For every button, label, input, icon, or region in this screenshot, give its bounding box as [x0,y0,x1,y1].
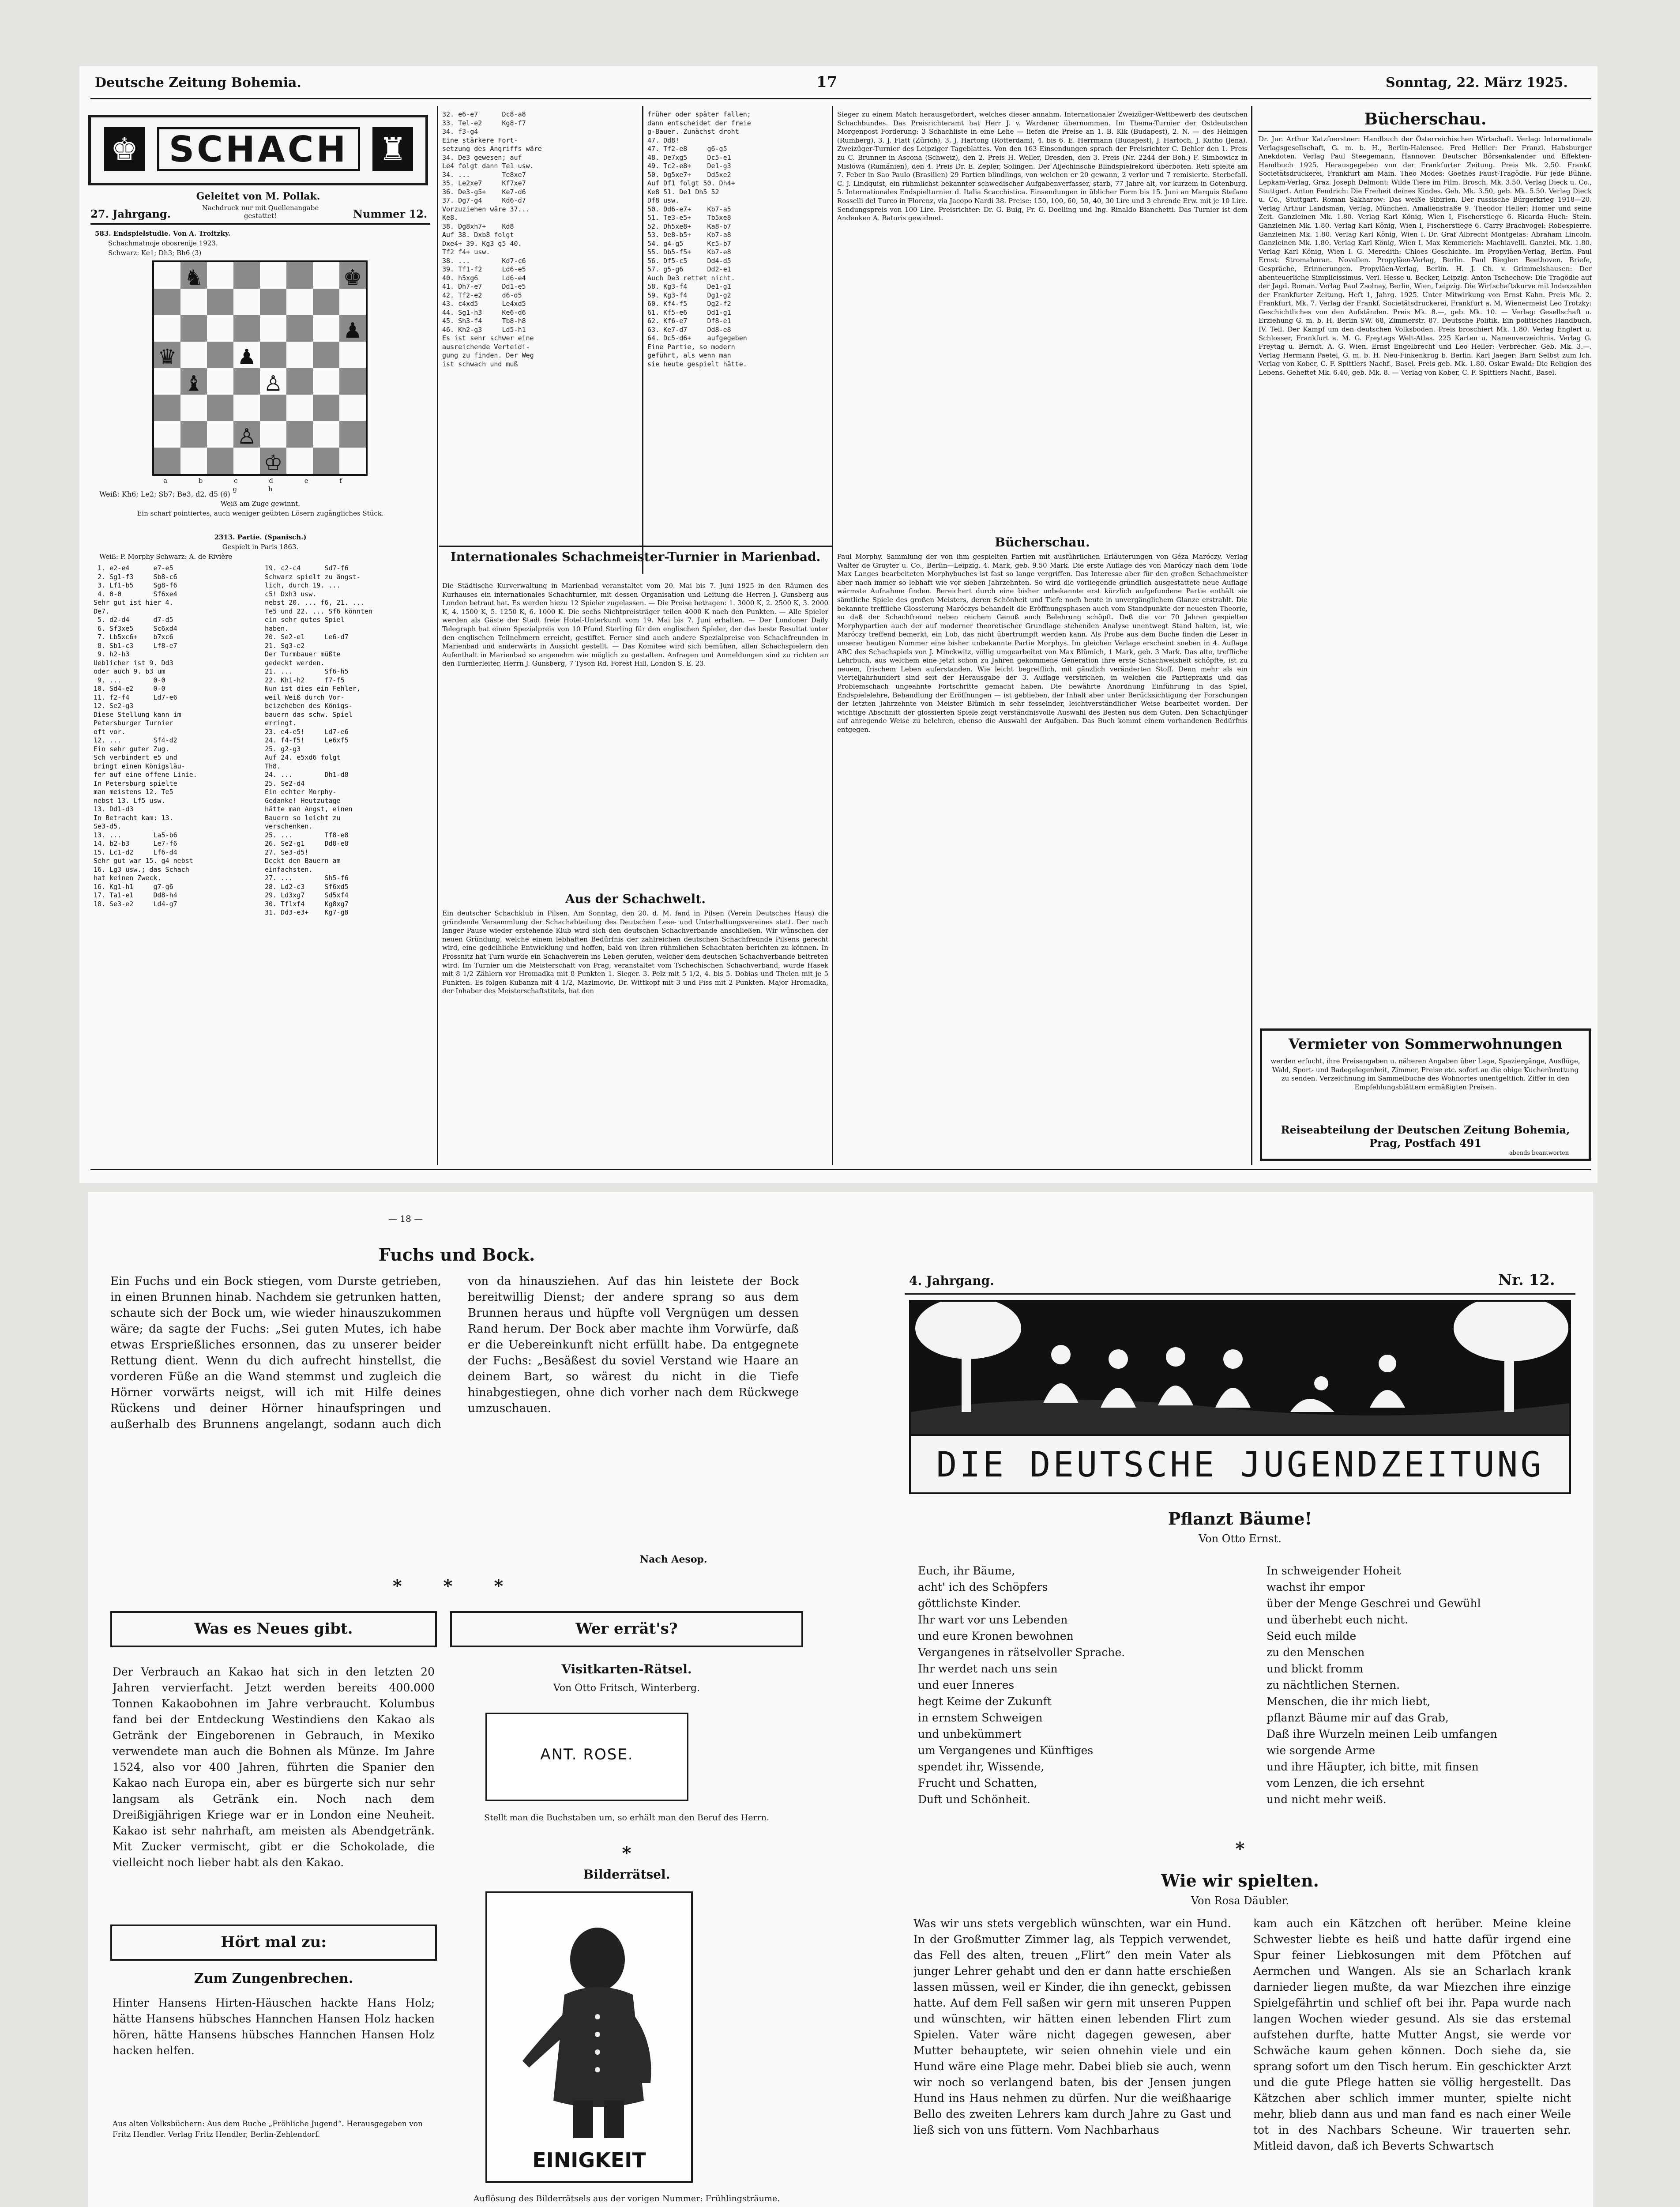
header-date: Sonntag, 22. März 1925. [1386,75,1568,90]
book-review-title: Bücherschau. [1364,110,1487,128]
visiting-card-name: ANT. ROSE. [540,1746,634,1763]
news-text: Der Verbrauch an Kakao hat sich in den letzten 20 Jahren vervierfacht. Jetzt werden bereits 400.000 Tonnen Kakaobohnen im Jahre verbraucht. Kolumbus fand bei der Entdeckung Westindiens den Kakao als Getränk der Eingeborenen in Gebrauch, in Mexiko verwendete man auch die Bohnen als Münze. Im Jahre 1524, also vor 400 Jahren, führten die Spanier den Kakao nach Europa ein, aber es bürgerte sich nur sehr langsam als Getränk ein. Noch nach dem Dreißigjährigen Kriege war er in London eine Neuheit. Kakao ist sehr nahrhaft, am meisten als Abendgetränk. Mit Zucker vermischt, gibt er die Schokolade, die vielleicht noch lieber habt als den Kakao. [113,1665,435,1869]
picture-riddle-image [487,1893,691,2140]
chess-king-icon: ♚ [104,127,145,171]
tongue-twister-source: Aus alten Volksbüchern: Aus dem Buche „Fröhliche Jugend“. Herausgegeben von Fritz Hendler. Verlag Fritz Hendler, Berlin-Zehlendorf. [113,2120,423,2139]
listen-title-box [110,1925,437,1961]
poem-title: Pflanzt Bäume! [1168,1509,1312,1529]
tongue-twister-title: Zum Zungenbrechen. [194,1971,353,1986]
chess-rook-icon: ♜ [372,127,413,171]
jz-volume: 4. Jahrgang. [909,1273,994,1288]
chess-board-grid [154,262,366,474]
board-file-labels: a b c d e f g h [163,477,357,493]
game-moves-column-4: früher oder später fallen; dann entscheidet der freie g-Bauer. Zunächst droht 47. Dd8! 47. Tf2-e8 g6-g5 48. De7xg5 Dc5-e1 49. Tc2-e8+ De1-g3 50. Dg5xe7+ Dd5xe2 Auf Df1 folgt 50. Dh4+ Ke8 51. De1 Dh5 52 Df8 usw. 50. Dd6-e7+ Kb7-a5 51. Te3-e5+ Tb5xe8 52. Dh5xe8+ Ka8-b7 53. De8-b5+ Kb7-a8 54. g4-g5 Kc5-b7 55. Db5-f5+ Kb7-e8 56. Df5-c5 Dd4-d5 57. g5-g6 Dd2-e1 Auch De3 rettet nicht. 58. Kg3-f4 De1-g1 59. Kg3-f4 Dg1-g2 60. Kf4-f5 Dg2-f2 61. Kf5-e6 Dd1-g1 62. Kf6-e7 Df8-e1 63. Ke7-d7 Dd8-e8 64. Dc5-d6+ aufgegeben Eine Partie, so modern geführt, als wenn man sie heute gespielt hätte. [647,110,751,368]
separator-star: * [622,1843,631,1864]
problem-source: Schachmatnoje obosrenije 1923. [108,239,218,247]
section-stars: * * * [392,1576,521,1597]
chess-board [152,260,368,476]
chess-editor: Geleitet von M. Pollak. [196,191,320,202]
tongue-twister-text: Hinter Hansens Hirten-Häuschen hackte Hans Holz; hätte Hansens hübsches Hannchen Hansen Holz hacken hören, hätte Hansens hübsches Hannchen Hansen Holz hacken helfen. [113,1996,435,2057]
picture-riddle-frame [485,1891,693,2183]
jz-banner-title: DIE DEUTSCHE JUGENDZEITUNG [911,1434,1569,1494]
book-review-text: Dr. Jur. Arthur Katzfoerstner: Handbuch der Österreichischen Wirtschaft. Verlag: Internationale Verlagsgesellschaft, G. m. b. H., Berlin-Halensee. Fred Hellier: Der Franzl. Habsburger Anekdoten. Verlag Paul Steegemann, Hannover. Deutscher Börsenkalender und Effekten-Handbuch 1925. Herausgegeben von der Frankfurter Zeitung. Preis Mk. 2.50. Frankf. Societätsdruckerei, Frankfurt am Main. Theo Modes: Goethes Faust-Tragödie. Für jede Bühne. Lepkam-Verlag, Graz. Joseph Delmont: Wilde Tiere im Film. Brosch. Mk. 3.50. Verlag Dieck u. Co., Stuttgart. Anton Fendrich: Die Freiheit deines Kindes. Geh. Mk. 3.50, geb. Mk. 5.50. Verlag Dieck u. Co., Stuttgart. Roman Sakharow: Das weiße Sibirien. Der russische Bürgerkrieg 1918—20. Verlag Arthur Landsman, Verlag, München. Amalienstraße 9. Theodor Heller: Homer und seine Zeit. Ganzleinen Mk. 1.80. Verlag Karl König, Wien I, Fischerstiege 6. Ricarda Huch: Stein. Ganzleinen Mk. 1.80. Verlag Karl König, Wien I, Fischerstiege 6. Carry Brachvogel: Robespierre. Ganzleinen Mk. 1.80. Verlag Karl König, Wien I. Dr. Graf Albrecht Montgelas: Abraham Lincoln. Ganzleinen Mk. 1.80. Verlag Karl König, Wien I. Max Kemmerich: Machiavelli. Ganzlei. Mk. 1.80. Verlag Karl König, Wien I. G. Meredith: Chloes Geschichte. Im Propyläen-Verlag, Berlin. Paul Ernst: Stromaburan. Novellen. Propyläen-Verlag, Berlin. Paul Biegler: Beethoven. Briefe, Gespräche, Erinnerungen. Propyläen-Verlag, Berlin. H. J. Ch. v. Grimmelshausen: Der abenteuerliche Simplicissimus. Verl. Hesse u. Becker, Leipzig. Anton Tschechow: Die Tragödie auf der Jagd. Roman. Verlag Paul Zsolnay, Berlin, Wien, Leipzig. Die Wirtschaftskurve mit Indexzahlen der Frankfurter Zeitung. Heft 1, Jahrg. 1925. Unter Mitwirkung von Ernst Kahn. Preis Mk. 2. Frankfurt, Mk. 7. Verlag der Frankf. Societätsdruckerei, Frankfurt a. M. Wienermeist Leo Trotzky: Geschichtliches von den Aufständen. Preis Mk. 8.—, geb. Mk. 10. — Verlag: Gesellschaft u. Erziehung G. m. b. H. Berlin SW. 68, Zimmerstr. 87. Deutsche Politik. Ein politisches Handbuch. IV. Teil. Der Kampf um den deutschen Volksboden. Preis broschiert Mk. 1.80. Verlag Englert u. Schlosser, Frankfurt a. M. G. Freytags Welt-Atlas. 225 Karten u. Namenverzeichnis. Verlag G. Freytag u. Berndt. A. G. Wien. Ernst Engelbrecht und Leo Heller: Verbrecher. Geb. Mk. 3.—. Verlag Hermann Paetel, G. m. b. H. Neu-Finkenkrug b. Berlin. Karl Jaeger: Barn Selbst zum Ich. Verlag von Kober, C. F. Spittlers Nachf., Basel. Preis geb. Mk. 1.80. Oskar Ewald: Die Religion des Lebens. Geheftet Mk. 6.40, geb. Mk. 8. — Verlag von Kober, C. F. Spittlers Nachf., Basel. [1259,135,1592,377]
poem-stanza-left: Euch, ihr Bäume, acht' ich des Schöpfers göttlichste Kinder. Ihr wart vor uns Lebenden und eure Kronen bewohnen Vergangenes in rätselvoller Sprache. Ihr werdet nach uns sein und euer Inneres hegt Keime der Zukunft in ernstem Schweigen und unbekümmert um Vergangenes und Künftiges spendet ihr, Wissende, Frucht und Schatten, Duft und Schönheit. [918,1564,1125,1806]
header-rule [90,98,1591,99]
picture-riddle-word: EINIGKEIT [532,2148,646,2172]
ad-title: Vermieter von Sommerwohnungen [1288,1036,1563,1052]
problem-black-pieces: Schwarz: Ke1; Dh3; Bh6 (3) [108,249,202,257]
listen-title: Hört mal zu: [221,1933,327,1951]
story-column-right: kam auch ein Kätzchen oft herüber. Meine kleine Schwester liebte es heiß und hatte dafür irgend eine Spur feiner Liebkosungen mit dem Pfötchen auf Aermchen und Wangen. Als sie an Scharlach krank darnieder liegen mußte, da war Miezchen ihre einzige Spielgefährtin und schlief oft bei ihr. Papa wurde nach langen Wochen wieder gesund. Als sie das erstemal aufstehen durfte, hatte Mutter Angst, sie werde vor Schwäche kaum gehen können. Doch siehe da, sie sprang sofort um den Tisch herum. Ein geschickter Arzt und die gute Pflege hatten sie völlig hergestellt. Das Kätzchen aber schlich immer munter, spielte nicht mehr, blieb dann aus und man fand es nach einer Weile tot in des Nachbars Scheune. Wir trauerten sehr. Mitleid davon, daß ich Beverts Schwartsch [1253,1917,1571,2152]
story-title: Wie wir spielten. [1161,1871,1319,1891]
column-rule [1251,106,1252,1165]
tournament-text: Die Städtische Kurverwaltung in Marienbad veranstaltet vom 20. Mai bis 7. Juni 1925 in den Räumen des Kurhauses ein internationales Schachturnier, mit dessen Organisation und Leitung die Herren J. Gunsberg aus London betraut hat. Es werden hiezu 12 Spieler zugelassen. — Die Preise betragen: 1. 3000 K, 2. 2500 K, 3. 2000 K, 4. 1500 K, 5. 1250 K, 6. 1000 K. Die sechs Nichtpreisträger teilen 4000 K nach den Punkten. — Alle Spieler werden als Gäste der Stadt freie Hotel-Unterkunft vom 19. Mai bis 7. Juni erhalten. — Der Londoner Daily Telegraph hat einen Spezialpreis von 10 Pfund Sterling für den englischen Spieler, der das beste Resultat unter den englischen Teilnehmern erreicht, gestiftet. Ferner sind auch andere Spezialpreise von Schachfreunden in Marienbad und anderwärts in Aussicht gestellt. — Das Komitee wird sich bemühen, allen Schachspielern den Aufenthalt in Marienbad so angenehm wie möglich zu gestalten. Anfragen und Anmeldungen sind zu richten an den Turnierleiter, Herrn J. Gunsberg, 7 Tyson Rd. Forest Hill, London S. E. 23. [442,582,828,668]
problem-heading: 583. Endspielstudie. Von A. Troitzky. [95,230,231,237]
story-author: Von Rosa Däubler. [1191,1894,1289,1907]
svg-text:♛ [158,345,177,369]
chess-number: Nummer 12. [353,207,428,220]
svg-text:♔ [263,451,282,474]
jz-rule [905,1293,1575,1295]
jz-banner-illustration [911,1302,1569,1434]
fable-author: Nach Aesop. [640,1554,707,1565]
chess-news-text: Sieger zu einem Match herausgefordert, welches dieser annahm. Internationaler Zweizüger-Wettbewerb des deutschen Schachbundes. Das Preisrichteramt hat Herr J. v. Wardener übernommen. Im Thema-Turnier der Ostdeutschen Morgenpost Forderung: 3 Schachliste in eine Lehe — liefen die Preise an 1. B. Kik (Budapest), 2. N. — des Heinigen (Rumberg), 3. J. Flatt (Zürich), 3. J. Hartong (Rotterdam), 4. bis 6. E. Herrmann (Budapest), J. Hartoch, J. Kutho (Jena). Zweizüger-Turnier des Leipziger Tageblattes. Von den 163 Einsendungen sprach der Preisrichter C. Dehler den 1. Preis zu C. Brunner in Ascona (Schweiz), den 2. Preis H. Weller, Dresden, den 3. Preis (Nr. 2244 der Boh.) F. Simbowicz in Mislowa (Rumänien), den 4. Preis Dr. E. Zepler, Solingen. Der Aljechinsche Blindspielrekord überboten. Reti spielte am 7. Feber in Sao Paulo (Brasilien) 29 Partien blindlings, von welchen er 20 gewann, 2 verlor und 7 remisierte. Sterbefall. C. J. Lindquist, ein rühmlichst bekannter schwedischer Aufgabenverfasser, starb, 77 Jahre alt, vor kurzem in Gotenburg. 5. Internationales Endspielturnier d. Italia Scacchistica. Einsendungen in üblicher Form bis 15. Juni an Marquis Stefano Rosselli del Turco in Florenz, via Jacopo Nardi 38. Preise: 150, 100, 60, 50, 40, 30 Lire und 3 ehrende Erw. mit je 10 Lire. Sendungspreis von 100 Lire. Preisrichter: Dr. G. Buig, Fr. G. Doelling und Ing. Rinaldo Bianchetti. Das Turnier ist dem Andenken A. Batoris gewidmet. [837,110,1248,222]
problem-task: Weiß am Zuge gewinnt. [220,500,301,508]
summer-rentals-ad [1260,1028,1591,1161]
chess-world-text: Ein deutscher Schachklub in Pilsen. Am Sonntag, den 20. d. M. fand in Pilsen (Verein Deutsches Haus) die gründende Versammlung der Schachabteilung des Deutschen Lese- und Unterhaltungsvereines statt. Der nach langer Pause wieder erstehende Klub wird sich den deutschen Schachverbande anschließen. Wir wünschen der neuen Gründung, welche einem lebhaften Bedürfnis der zahlreichen deutschen Schachfreunde Pilsens gerecht wird, eine gedeihliche Entwicklung und hoffen, bald von ihren rühmlichen Schachtaten berichten zu können. In Prossnitz hat Turn wurde ein Schachverein ins Leben gerufen, welcher dem deutschen Schachverbande beitreten wird. Im Turnier um die Meisterschaft von Prag, veranstaltet vom Tschechischen Schachverband, wurde Hasek mit 8 1/2 Zählern vor Hromadka mit 8 Punkten 1. Sieger. 3. Pelz mit 5 1/2, 4. bis 5. Dobias und Thelen mit je 5 Punkten. Es folgen Kubanza mit 4 1/2, Mazimovic, Dr. Wittkopf mit 3 und Fiss mit 2 Punkten. Major Hromadka, der Inhaber des Meisterschaftstitels, hat den [442,909,828,995]
story-column-left: Was wir uns stets vergeblich wünschten, war ein Hund. In der Großmutter Zimmer lag, als Teppich verwendet, das Fell des alten, treuen „Flirt“ den mein Vater als junger Lehrer gehabt und den er dann hatte erschießen lassen müssen, weil er Kinder, die ihn geneckt, gebissen hatte. Auf dem Fell saßen wir gern mit unseren Puppen und wünschten, wir hätten einen lebenden Flirt zum Spielen. Vater wäre nicht dagegen gewesen, aber Mutter behauptete, wir seien ohnehin viele und ein Hund wäre eine Plage mehr. Dabei blieb sie auch, wenn wir noch so verlangend baten, bis der Jensen jungen Hund ins Haus nehmen zu dürfen. Nur die weißhaarige Bello des zweiten Lehrers kam durch Jahre zu Gast und ließ sich von uns füttern. Vom Nachbarhaus [913,1917,1231,2136]
riddle-title: Wer errät's? [575,1620,678,1638]
news-title: Was es Neues gibt. [194,1620,353,1638]
game-moves-column-3: 32. e6-e7 Dc8-a8 33. Tel-e2 Kg8-f7 34. f3-g4 Eine stärkere Fort- setzung des Angriffs wäre 34. De3 gewesen; auf Le4 folgt dann Te1 usw. 34. ... Te8xe7 35. Le2xe7 Kf7xe7 36. De3-g5+ Ke7-d6 37. Dg7-g4 Kd6-d7 Vorzuziehen wäre 37... Ke8. 38. Dg8xh7+ Kd8 Auf 38. Dxb8 folgt Dxe4+ 39. Kg3 g5 40. Tf2 f4+ usw. 38. ... Kd7-c6 39. Tf1-f2 Ld6-e5 40. h5xg6 Ld6-e4 41. Dh7-e7 Dd1-e5 42. Tf2-e2 d6-d5 43. c4xd5 Le4xd5 44. Sg1-h3 Ke6-d6 45. Sh3-f4 Tb8-h8 46. Kh2-g3 Ld5-h1 Es ist sehr schwer eine ausreichende Verteidi- gung zu finden. Der Weg ist schwach und muß [442,110,542,368]
section-rule [439,546,832,547]
column-rule [642,106,643,574]
riddle-title-box [450,1611,803,1647]
card-riddle-title: Visitkarten-Rätsel. [561,1662,692,1676]
chess-book-review-title: Bücherschau. [995,535,1090,550]
fable-title: Fuchs und Bock. [378,1245,535,1265]
poem-stanza-right: In schweigender Hoheit wachst ihr empor über der Menge Geschrei und Gewühl und überhebt euch nicht. Seid euch milde zu den Menschen und blickt fromm zu nächtlichen Sternen. Menschen, die ihr mich liebt, pflanzt Bäume mir auf das Grab, Daß ihre Wurzeln meinen Leib umfangen wie sorgende Arme und ihre Häupter, ich bitte, mit finsen vom Lenzen, die ich ersehnt und nicht mehr weiß. [1267,1564,1497,1806]
column-rule [832,106,833,1165]
svg-text:♙ [237,424,256,449]
game-moves-column-1: 1. e2-e4 e7-e5 2. Sg1-f3 Sb8-c6 3. Lf1-b5 Sg8-f6 4. 0-0 Sf6xe4 Sehr gut ist hier 4. De7. 5. d2-d4 d7-d5 6. Sf3xe5 Sc6xd4 7. Lb5xc6+ b7xc6 8. Sb1-c3 Lf8-e7 9. h2-h3 Ueblicher ist 9. Dd3 oder auch 9. b3 um 9. ... 0-0 10. Sd4-e2 0-0 11. f2-f4 Ld7-e6 12. Se2-g3 Diese Stellung kann im Petersburger Turnier oft vor. 12. ... Sf4-d2 Ein sehr guter Zug. Sch verbindert e5 und bringt einen Königsläu- fer auf eine offene Linie. In Petersburg spielte man meistens 12. Te5 nebst 13. Lf5 usw. 13. Dd1-d3 In Betracht kam: 13. Se3-d5. 13. ... La5-b6 14. b2-b3 Le7-f6 15. Lc1-d2 Lf6-d4 Sehr gut war 15. g4 nebst 16. Lg3 usw.; das Schach hat keinen Zweck. 16. Kg1-h1 g7-g6 17. Ta1-e1 Dd8-h4 18. Se3-e2 Ld4-g7 [94,564,197,908]
header-page-number: 17 [816,73,838,91]
book-review-rule [1258,131,1593,132]
chess-volume: 27. Jahrgang. [90,207,171,220]
column-rule [437,106,438,1165]
game-place: Gespielt in Paris 1863. [222,543,299,551]
news-title-box [110,1611,437,1647]
game-moves-column-2: 19. c2-c4 Sd7-f6 Schwarz spielt zu ängst- lich, durch 19. ... c5! Dxh3 usw. nebst 20. ... f6, 21. ... Te5 und 22. ... Sf6 könnten ein sehr gutes Spiel haben. 20. Se2-e1 Le6-d7 21. Sg3-e2 Der Turmbauer müßte gedeckt werden. 21. ... Sf6-h5 22. Kh1-h2 f7-f5 Nun ist dies ein Fehler, weil Weiß durch Vor- beizeheben des Königs- bauern das schw. Spiel erringt. 23. e4-e5! Ld7-e6 24. f4-f5! Le6xf5 25. g2-g3 Auf 24. e5xd6 folgt Th8. 24. ... Dh1-d8 25. Se2-d4 Ein echter Morphy- Gedanke! Heutzutage hätte man Angst, einen Bauern so leicht zu verschenken. 25. ... Tf8-e8 26. Se2-g1 Dd8-e8 27. Se3-d5! Deckt den Bauern am einfachsten. 27. ... Sh5-f6 28. Ld2-c3 Sf6xd5 29. Ld3xg7 Sd5xf4 30. Tf1xf4 Kg8xg7 31. Dd3-e3+ Kg7-g8 [265,564,372,916]
problem-note: Ein scharf pointiertes, auch weniger geübten Lösern zugängliches Stück. [137,509,384,517]
problem-white-pieces: Weiß: Kh6; Le2; Sb7; Be3, d2, d5 (6) [99,490,230,498]
svg-text:♙ [263,371,282,396]
game-players: Weiß: P. Morphy Schwarz: A. de Rivière [99,553,233,561]
chess-logo [88,115,428,185]
ad-footer: Reiseabteilung der Deutschen Zeitung Bohemia, Prag, Postfach 491 [1281,1123,1570,1149]
chess-world-title: Aus der Schachwelt. [565,892,706,906]
svg-text:♚ [343,265,362,290]
svg-text:♟ [343,318,362,343]
ad-small-note: abends beantworten [1509,1150,1569,1156]
svg-text:♟ [237,345,256,369]
picture-riddle-solution: Auflösung des Bilderrätsels aus der vorigen Nummer: Frühlingsträume. [473,2194,780,2203]
ad-text: werden erfucht, ihre Preisangaben u. näheren Angaben über Lage, Spaziergänge, Ausflüge, Wald, Sport- und Badegelegenheit, Zimmer, Preise etc. sofort an die obige Kuchenbrettung zu senden. Verzeichnung im Sammelbuche des Wohnortes unentgeltlich. Ziffer in den Empfehlungsblättern ermäßigten Preisen. [1270,1057,1580,1091]
poem-author: Von Otto Ernst. [1199,1533,1282,1545]
svg-text:♝ [184,371,203,396]
chess-rule [90,223,430,225]
visiting-card [485,1713,688,1801]
card-riddle-caption: Stellt man die Buchstaben um, so erhält man den Beruf des Herrn. [484,1813,769,1823]
game-heading: 2313. Partie. (Spanisch.) [214,533,307,541]
tournament-title: Internationales Schachmeister-Turnier in Marienbad. [450,550,821,564]
jz-banner [909,1300,1571,1494]
fable-text: Ein Fuchs und ein Bock stiegen, vom Durste getrieben, in einen Brunnen hinab. Nachdem sie getrunken hatten, schaute sich der Bock um, wie wieder hinauszukommen wäre; da sagte der Fuchs: „Sei guten Mutes, ich habe etwas Ersprießliches ersonnen, das zu unserer beider Rettung dient. Wenn du dich aufrecht hinstellst, die vorderen Füße an die Wand stemmst und zugleich die Hörner vorwärts neigst, will ich mit Hilfe deines Rückens und deiner Hörner hinaufspringen und außerhalb des Brunnens angelangt, sodann auch dich von da hinausziehen. Auf das hin leistete der Bock bereitwillig Dienst; der andere sprang so aus dem Brunnen heraus und hüpfte voll Vergnügen um dessen Rand herum. Der Bock aber machte ihm Vorwürfe, daß er die Uebereinkunft nicht erfüllt habe. Da entgegnete der Fuchs: „Besäßest du soviel Verstand wie Haare an deinem Bart, so wärest du nicht in die Tiefe hinabgestiegen, ohne dich vorher nach dem Rückwege umzuschauen. [110,1275,799,1431]
chess-book-review-text: Paul Morphy. Sammlung der von ihm gespielten Partien mit ausführlichen Erläuterungen von Géza Maróczy. Verlag Walter de Gruyter u. Co., Berlin—Leipzig. 4. Mark, geb. 9.50 Mark. Die erste Auflage des von Maróczy nach dem Tode Max Langes bearbeiteten Morphybuches ist fast so lange vergriffen. Das Interesse aber für den großen Schachmeister aber nach immer so lebhaft wie vor sieben Jahrzehnten. So wird die vorliegende gründlich ausgestattete neue Auflage wärmste Aufnahme finden. Bereichert durch eine bisher unbekannte erst kürzlich aufgefundene Partie enthält sie sämtliche Spiele des großen Meisters, deren Schönheit und Tiefe noch heute in unvergänglichem Glanze erstrahlt. Die bekannte treffliche Glossierung Maróczys behandelt die Eröffnungsphasen auch vom Standpunkte der neuesten Theorie, so daß der Schachfreund neben reichem Genuß auch Belehrung schöpft. Daß die vor 70 Jahren gespielten Morphypartien auch der auf moderner theoretischer Grundlage stehenden Analyse unentwegt Stand halten, ist, wie Maróczy treffend bemerkt, ein Lob, das nicht übertrumpft werden kann. Als Probe aus dem Buche finden die Leser in unserer heutigen Nummer eine bisher unbekannte Partie Morphys. Im gleichen Verlage erscheint soeben in 4. Auflage ABC des Schachspiels von J. Minckwitz, völlig umgearbeitet von Max Blümich, 1 Mark, geb. 3 Mark. Das alte, treffliche Lehrbuch, aus welchem eine jetzt schon zu Jahren gekommene Generation ihre erste Schachweisheit schöpfte, ist zu neuem, frischem Leben auferstanden. Wie leicht begreiflich, mit gänzlich veränderten Stoff. Denn mehr als ein Vierteljahrhundert sind seit der Herausgabe der 3. Auflage verstrichen, in welchen die Partiepraxis und das Problemschach ungeahnte Fortschritte gemacht haben. Die bewährte Anordnung Einführung in das Spiel, Endspielelehre, Behandlung der Eröffnungen — ist geblieben, der Inhalt aber unter Berücksichtigung der Forschungen der letzten Jahrzehnte von Meister Blümich in sehr fesselnder, leichtverständlicher Weise bearbeitet worden. Der wichtige Abschnitt der glossierten Spiele zeigt verständnisvolle Auswahl des Besten aus dem Guten. Den Schachjünger auf anregende Weise zu belehren, ebenso die Auswahl der Aufgaben. Das Buch kommt einem vorhandenen Bedürfnis entgegen. [837,553,1248,734]
chess-reprint-note: Nachdruck nur mit Quellenangabe gestattet! [202,204,319,220]
bottom-rule [90,1169,1591,1170]
separator-star-right: * [1235,1838,1245,1859]
header-left: Deutsche Zeitung Bohemia. [95,75,301,90]
picture-riddle-title: Bilderrätsel. [583,1867,670,1882]
chess-logo-text: SCHACH [157,127,360,171]
jz-number: Nr. 12. [1498,1271,1555,1289]
lower-page-marker: — 18 — [388,1213,423,1224]
svg-text:♞ [184,265,203,290]
card-riddle-author: Von Otto Fritsch, Winterberg. [553,1683,700,1694]
